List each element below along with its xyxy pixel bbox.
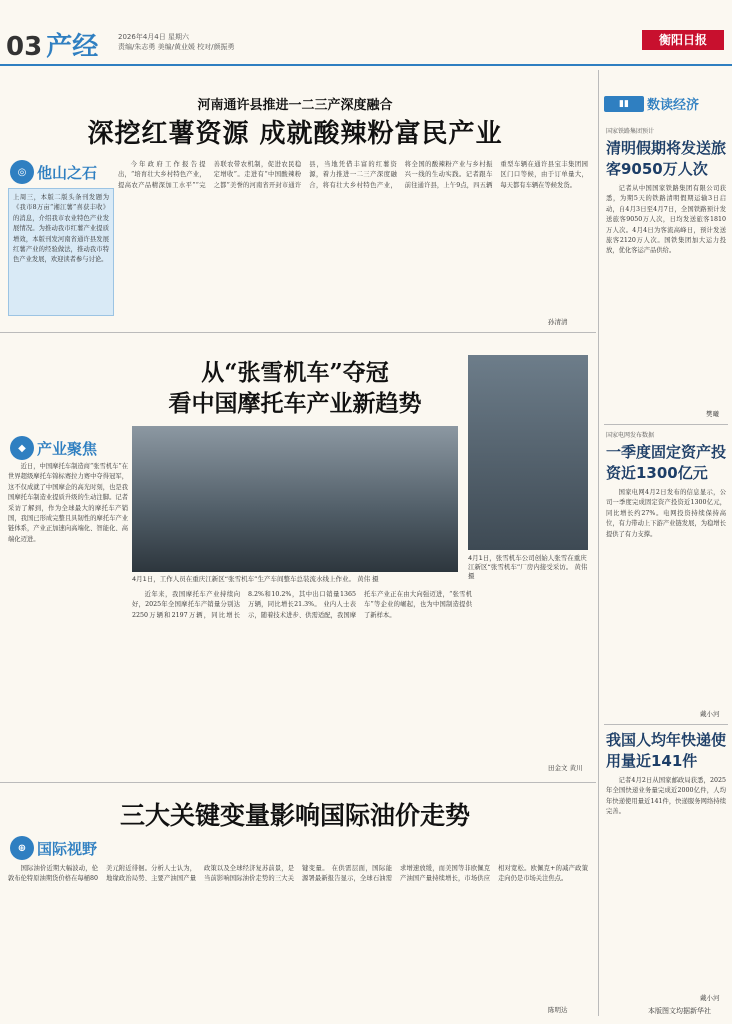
- story2-title-line2: 看中国摩托车产业新趋势: [168, 390, 422, 417]
- photo2-caption: 4月1日，张雪机车公司创始人张雪在重庆江新区“张雪机车”厂房内接受采访。 黄伟 摄: [468, 554, 588, 580]
- art3-author: 戴小河: [700, 994, 720, 1002]
- issue-date: 2026年4月4日 星期六: [118, 33, 189, 41]
- story3-body: 国际油价近期大幅波动，伦敦布伦特原油期货价格在每桶80美元附近徘徊。分析人士认为，地缘政治局势、主要产油国产量政策以及全球经济复苏前景，是当前影响国际油价走势的三大关键变量。 在供需层面，国际能源署最新报告显示，全球石油需求增速放缓，而美国等非欧佩克产油国产量持续增长，市场供应相对宽松。欧佩克+的减产政策走向仍是市场关注焦点。: [8, 865, 588, 883]
- section-name: 产经: [46, 32, 99, 62]
- story2-badge: ◆ 产业聚焦: [10, 436, 97, 460]
- story3-title: 三大关键变量影响国际油价走势: [119, 801, 470, 830]
- world-icon: ⊕: [10, 836, 34, 860]
- page-number: 03 产经: [6, 32, 99, 62]
- page-info: [118, 32, 235, 52]
- story2-author: 田金文 黄川: [548, 764, 583, 772]
- photo1-caption: 4月1日，工作人员在重庆江新区“张雪机车”生产车间整车总装流水线上作业。 黄伟 摄: [132, 575, 379, 583]
- art2-source: 国家电网发布数据: [606, 432, 655, 439]
- page-header: [0, 0, 732, 66]
- chart-icon: ▮▮: [604, 96, 644, 112]
- story1-body: 今年政府工作报告提出，“培育壮大乡村特色产业，提高农产品精深加工水平”“完善联农带农机制，促进农民稳定增收”。走进有“中国酸辣粉之都”美誉的河南省开封市通许县，当地凭借丰富的红薯资源，着力推进一二三产深度融合，将有壮大乡村特色产业，将全国的酸辣粉产业与乡村振兴一线的生动实践。记者跟车前往通许县，上午9点，四五辆重型车辆在通许县宝丰集团园区门口等候，由于订单量大，每天都有车辆在等候发货。: [118, 161, 588, 189]
- divider: [0, 332, 596, 333]
- story3-badge: ⊕ 国际视野: [10, 836, 97, 860]
- divider: [604, 424, 728, 425]
- story2-body2: 近年来，我国摩托车产业持续向好，2025年全国摩托车产销量分别达2250万辆和2197万辆，同比增长8.2%和10.2%，其中出口销量1365万辆，同比增长21.3%。 业内人士表示，随着技术进步、供需适配，我国摩托车产业正在由大向强迈进，“张雪机车”等企业的崛起，也为中国制造提供了新样本。: [132, 591, 472, 619]
- right-badge: ▮▮ 数读经济: [604, 94, 699, 113]
- art1-source: 国家铁路集团预计: [606, 128, 655, 135]
- art2-author: 戴小河: [700, 710, 720, 718]
- art2-body: 国家电网4月2日发布的信息显示，公司一季度完成固定资产投资近1300亿元，同比增长约27%。电网投资持续保持高位，有力带动上下游产业链发展，为稳增长提供了有力支撑。: [606, 489, 726, 538]
- art3-title: 我国人均年快递使用量近141件: [606, 731, 727, 770]
- divider: [604, 724, 728, 725]
- column-divider: [598, 70, 599, 1016]
- globe-icon: ◎: [10, 160, 34, 184]
- story1-title: 深挖红薯资源 成就酸辣粉富民产业: [87, 119, 503, 149]
- art1-body: 记者从中国国家铁路集团有限公司获悉，为期5天的铁路清明假期运输3日启动，自4月3日至4月7日，全国铁路预计发送旅客9050万人次，日均发送旅客1810万人次。4月4日为客流高峰日，预计发送旅客2120万人次。国铁集团加大运力投放，优化客运产品供给。: [606, 185, 726, 255]
- story1-intro: 上周三，本版二版头条刊发题为《我市8万亩“湘江薯”喜获丰收》的消息，介绍我市农业特色产业发展情况。为推动我市红薯产业提质增效，本版刊发河南省通许县发展红薯产业的经验做法，推动我市特色产业发展，欢迎读者参与讨论。: [8, 188, 114, 316]
- story2-body: 近日，中国摩托车制造商“张雪机车”在世界超级摩托车锦标赛拉力赛中夺得冠军，这不仅成就了中国摩企的高光时刻，也是我国摩托车制造业提质升级的生动注脚。记者采访了解到，作为全球最大的摩托车产销国，我国已形成完整且具韧性的摩托车产业链体系，产业正加速向高端化、智能化、高端化迈进。: [8, 463, 128, 543]
- art1-author: 樊曦: [706, 410, 719, 418]
- story2-title-line1: 从“张雪机车”夺冠: [201, 359, 389, 386]
- photo-assembly-line: [132, 426, 458, 572]
- story3-author: 陈明达: [548, 1006, 568, 1014]
- newspaper-logo: 衡阳日报: [642, 30, 724, 50]
- staff-list: 责编/朱志勇 美编/黄业媛 校对/颜振勇: [118, 43, 235, 51]
- divider: [0, 782, 596, 783]
- art2-title: 一季度固定资产投资近1300亿元: [606, 443, 727, 482]
- art3-body: 记者4月2日从国家邮政局获悉，2025年全国快递业务量完成近2000亿件，人均年快递使用量近141件，快递服务网络持续完善。: [606, 777, 726, 816]
- story1-author: 孙清清: [548, 318, 568, 326]
- story1-kicker: 河南通许县推进一二三产深度融合: [197, 98, 393, 113]
- footer-note: 本版图文均据新华社: [648, 1007, 711, 1015]
- art1-title: 清明假期将发送旅客9050万人次: [606, 139, 727, 178]
- factory-icon: ◆: [10, 436, 34, 460]
- story1-badge: ◎ 他山之石: [10, 160, 97, 184]
- photo-founder: [468, 355, 588, 550]
